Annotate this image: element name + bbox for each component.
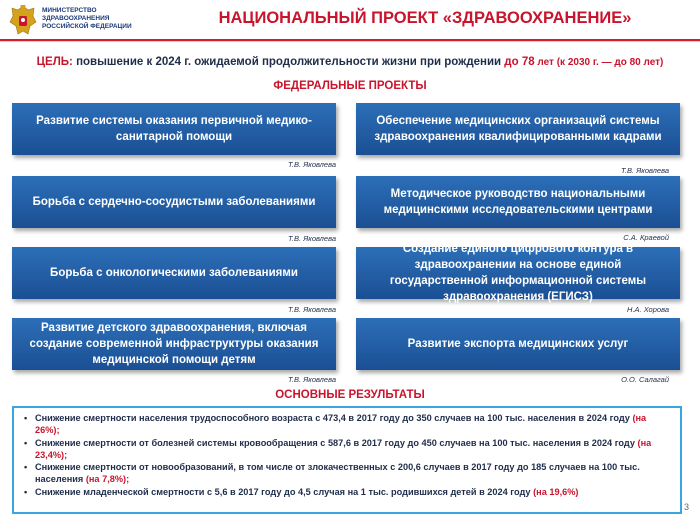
page-number: 3	[684, 502, 690, 512]
ministry-name	[42, 7, 132, 31]
page-title: НАЦИОНАЛЬНЫЙ ПРОЕКТ «ЗДРАВООХРАНЕНИЕ»	[218, 9, 632, 27]
project-owner: Т.В. Яковлева	[288, 234, 336, 243]
goal-target: до 78	[504, 56, 535, 68]
result-text: Снижение смертности населения трудоспособного возраста с 473,4 в 2017 году до 350 случаев на 100 тыс. населения в 2024 году	[35, 413, 633, 423]
project-card-cardio: Борьба с сердечно-сосудистыми заболеваниями	[12, 176, 336, 228]
result-percent: (на 23,4%);	[35, 437, 652, 460]
project-owner: Т.В. Яковлева	[621, 166, 669, 175]
project-card-primary-care: Развитие системы оказания первичной медико-санитарной помощи	[12, 103, 336, 155]
project-owner: Н.А. Хорова	[627, 305, 669, 314]
list-item	[22, 412, 672, 437]
goal-target-note: лет (к 2030 г. — до 80 лет)	[534, 57, 664, 68]
project-owner: Т.В. Яковлева	[288, 160, 336, 169]
result-text: Снижение смертности от новообразований, в том числе от злокачественных с 200,6 случаев в 2017 году до 185 случаев на 100 тыс. населения	[35, 462, 640, 485]
coat-of-arms-icon	[8, 4, 38, 38]
ministry-line: ЗДРАВООХРАНЕНИЯ	[42, 15, 110, 22]
ministry-line: МИНИСТЕРСТВО	[42, 7, 97, 14]
project-card-digital: Создание единого цифрового контура в здравоохранении на основе единой государственной информационной системы здравоохранения (ЕГИСЗ)	[356, 247, 680, 299]
project-card-staffing: Обеспечение медицинских организаций системы здравоохранения квалифицированными кадрами	[356, 103, 680, 155]
project-card-oncology: Борьба с онкологическими заболеваниями	[12, 247, 336, 299]
goal-statement	[6, 56, 694, 68]
header	[0, 0, 700, 44]
list-item	[22, 461, 672, 486]
project-owner: Т.В. Яковлева	[288, 375, 336, 384]
results-list	[22, 412, 672, 498]
header-divider-secondary	[0, 41, 700, 42]
result-text: Снижение младенческой смертности с 5,6 в 2017 году до 4,5 случая на 1 тыс. родившихся детей в 2024 году	[35, 486, 534, 497]
project-owner: О.О. Салагай	[621, 375, 669, 384]
goal-label: ЦЕЛЬ:	[36, 56, 73, 68]
results-title: ОСНОВНЫЕ РЕЗУЛЬТАТЫ	[275, 389, 425, 401]
ministry-line: РОССИЙСКОЙ ФЕДЕРАЦИИ	[42, 23, 132, 30]
project-card-children: Развитие детского здравоохранения, включая создание современной инфраструктуры оказания медицинской помощи детям	[12, 318, 336, 370]
project-card-export: Развитие экспорта медицинских услуг	[356, 318, 680, 370]
result-percent: (на 7,8%);	[85, 474, 130, 485]
project-card-research-centers: Методическое руководство национальными медицинскими исследовательскими центрами	[356, 176, 680, 228]
project-owner: С.А. Краевой	[623, 233, 669, 242]
result-text: Снижение смертности от болезней системы кровообращения с 587,6 в 2017 году до 450 случаев на 100 тыс. населения в 2024 году	[35, 437, 638, 448]
result-percent: (на 19,6%)	[533, 486, 579, 497]
project-owner: Т.В. Яковлева	[288, 305, 336, 314]
goal-text: повышение к 2024 г. ожидаемой продолжительности жизни при рождении	[72, 56, 505, 68]
list-item	[22, 486, 672, 498]
federal-projects-title: ФЕДЕРАЛЬНЫЕ ПРОЕКТЫ	[273, 80, 427, 92]
list-item	[22, 437, 672, 462]
results-box	[12, 406, 682, 514]
result-percent: (на 26%);	[35, 413, 647, 436]
